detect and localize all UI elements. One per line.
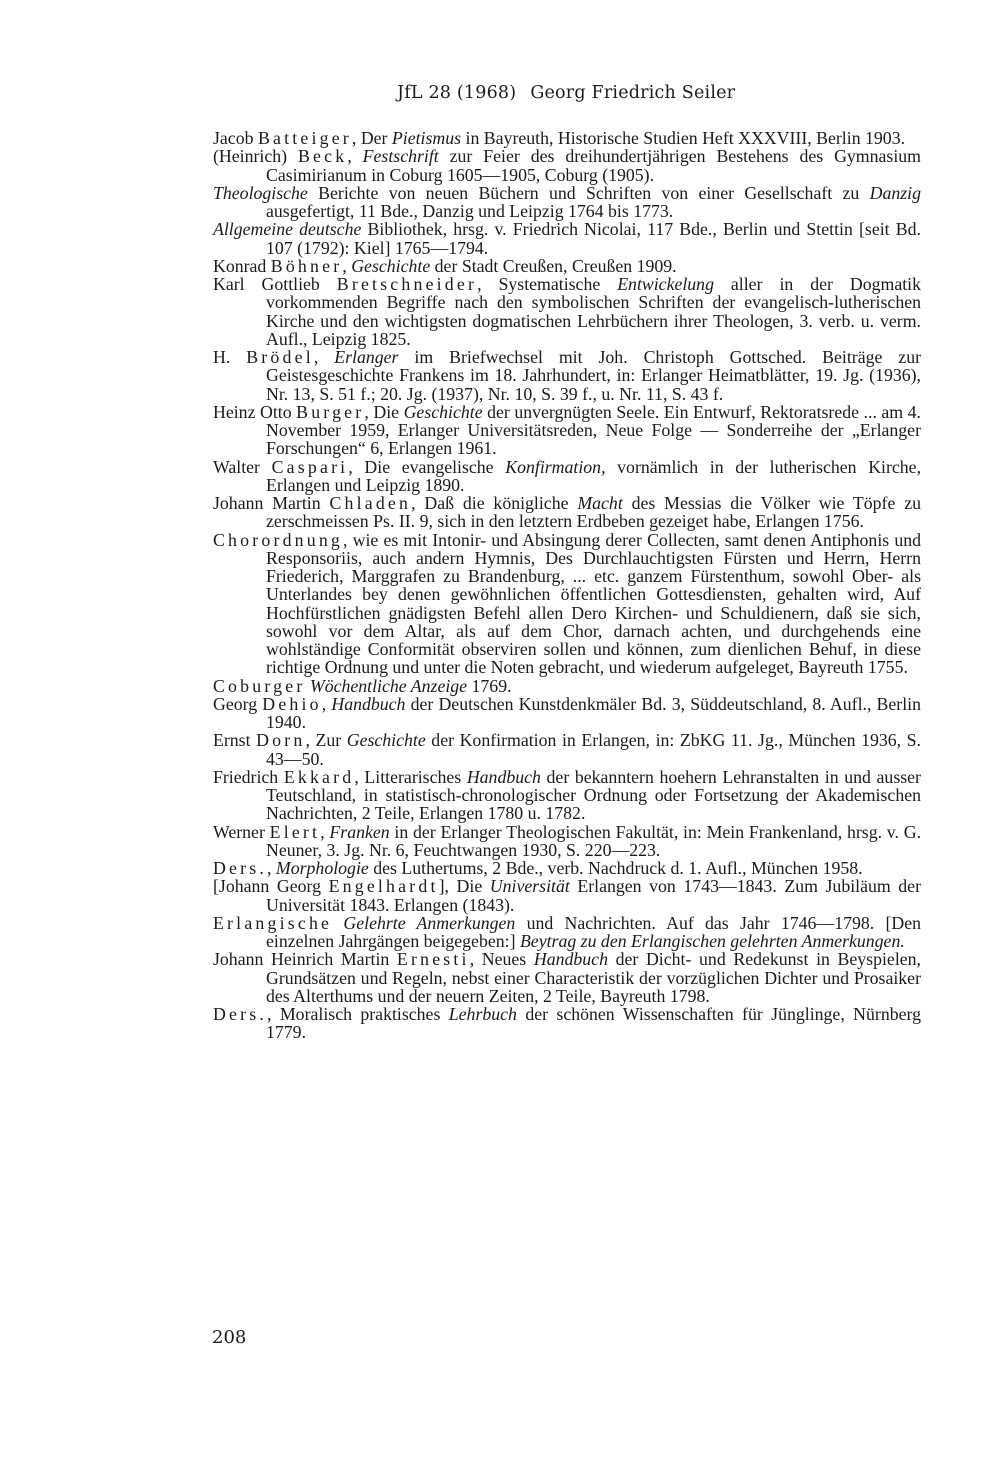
entry-text: Berichte von neuen Büchern und Schriften von einer Gesellschaft zu [307,182,870,203]
entry-text: der schönen Wissenschaften für Jünglinge, Nürnberg 1779. [266,1004,921,1043]
entry-text: , Zur [305,730,347,751]
entry-title-italic: Allgemeine deutsche [213,219,362,240]
bibliography-entry [213,768,921,823]
entry-text: der Dicht- und Redekunst in Beyspielen, Grundsätzen und Regeln, nebst einer Characteristik der vorzüglichen Dichter und Prosaiker des Alterthums und der neuern Zeiten, 2 Teile, Bayreuth 1798. [266,949,921,1006]
entry-text: Georg [213,693,263,714]
entry-author-spaced: Elert [269,821,321,842]
entry-title-italic: Geschichte [351,255,431,276]
entry-text: , Litterarisches [354,766,467,787]
entry-title-italic: Handbuch [533,949,608,970]
entry-author-spaced: Caspari [271,456,349,477]
bibliography-entry [213,348,921,403]
entry-author-spaced: Beck [297,146,348,167]
bibliography-entry [213,403,921,458]
bibliography-entry [213,275,921,348]
entry-author-spaced: Böhner [270,255,343,276]
entry-text: zur Feier des dreihundertjährigen Bestehens des Gymnasium Casimirianum in Coburg 1605—1905, Coburg (1905). [266,146,921,185]
entry-title-italic: Macht [577,493,623,513]
entry-text: , Systematische [477,274,618,294]
bibliography-entry [213,914,921,951]
journal-reference: JfL 28 (1968) [397,83,517,103]
entry-text: , Der [351,128,392,148]
entry-text: , [267,858,276,878]
entry-title-italic: Handbuch [466,766,541,787]
entry-text: , Die evangelische [348,456,506,477]
entry-text: Werner [213,821,270,842]
entry-text: des Messias die Völker wie Töpfe zu zerschmeissen Ps. II. 9, sich in den letztern Erdbeben gezeiget habe, Erlangen 1756. [266,493,921,532]
bibliography-entry [213,950,921,1005]
entry-text: , Daß die königliche [411,493,578,513]
entry-text: aller in der Dogmatik vorkommenden Begriffe nach den symbolischen Schriften der evangelisch-lutherischen Kirche und den wichtigsten dogmatischen Lehrbüchern ihrer Theologen, 3. verb. u. verm. Aufl., Leipzig 1825. [266,274,921,349]
entry-text: , [342,255,352,276]
entry-text: [Johann Georg [213,876,329,897]
bibliography-entry [213,859,921,877]
entry-author-spaced: Chorordnung [213,529,344,550]
entry-title-italic: Morphologie [275,858,369,878]
entry-text: Ernst [213,730,257,751]
bibliography-entry [213,494,921,531]
entry-text: , wie es mit Intonir- und Absingung derer Collecten, samt denen Antiphonis und Responsoriis, auch andern Hymnis, Des Durchlauchtigsten Fürsten und Herrn, Herrn Friederich, Marggrafen zu Brandenburg, ... etc. ganzem Fürstenthum, sowohl Ober- als Unterlandes bey denen gewöhnlichen öffentlichen Gottesdiensten, gehalten wird, Auf Hochfürstlichen gnädigsten Befehl allen Dero Kirchen- und Schuldienern, daß sie sich, sowohl vor dem Altar, als auf dem Chor, darnach achten, und durchgehends eine wohlständige Conformität observiren sollen und können, zum dienlichen Behuf, in diese richtige Ordnung und unter die Noten gebracht, und wiederum aufgeleget, Bayreuth 1755. [266,529,921,678]
entry-title-italic: Franken [329,821,390,842]
bibliography-entry [213,458,921,495]
entry-title-italic: Danzig [869,182,921,203]
entry-text: , [321,693,332,714]
entry-text: Bibliothek, hrsg. v. Friedrich Nicolai, 117 Bde., Berlin und Stettin [seit Bd. 107 (1792): Kiel] 1765—1794. [266,219,921,258]
entry-text [332,913,343,933]
entry-text: Erlangen von 1743—1843. Zum Jubiläum der Universität 1843. Erlangen (1843). [266,876,921,915]
bibliography-entry [213,147,921,184]
entry-text: H. [213,347,247,367]
entry-title-italic: Wöchentliche Anzeige [309,675,468,696]
entry-text: , [320,821,330,842]
entry-author-spaced: Ders. [213,1004,268,1024]
bibliography-entry [213,877,921,914]
entry-author-spaced: Ders. [213,858,268,878]
entry-author-spaced: Bretschneider [336,274,478,294]
entry-text: Heinz Otto [213,401,297,422]
entry-author-spaced: Coburger [213,675,306,696]
entry-text: Walter [213,456,272,477]
entry-text: Konrad [213,255,271,276]
entry-title-italic: Geschichte [403,401,483,422]
entry-title-italic: Pietismus [391,128,462,148]
entry-author-spaced: Brödel [246,347,314,367]
entry-title-italic: Festschrift [362,146,439,167]
entry-text: und Nachrichten. Auf das Jahr 1746—1798. [Den einzelnen Jahrgängen beigegeben:] [266,912,921,951]
entry-text: in der Erlanger Theologischen Fakultät, in: Mein Frankenland, hrsg. v. G. Neuner, 3. Jg. Nr. 6, Feuchtwangen 1930, S. 220—223. [266,821,922,860]
bibliography-entry [213,531,921,677]
entry-text: , [313,347,335,367]
entry-text: Jacob [213,128,258,148]
bibliography-entry [213,823,921,860]
bibliography-entry [213,1005,921,1042]
entry-text: der Stadt Creußen, Creußen 1909. [430,255,677,276]
entry-text: , Neues [469,949,534,970]
entry-text: des Luthertums, 2 Bde., verb. Nachdruck d. 1. Aufl., München 1958. [368,858,863,878]
bibliography-entry [213,220,921,257]
entry-title-italic: Lehrbuch [448,1004,517,1024]
entry-text: 1769. [467,675,512,696]
bibliography-entry [213,695,921,732]
entry-text: Friedrich [213,766,284,787]
entry-text: im Briefwechsel mit Joh. Christoph Gottsched. Beiträge zur Geistesgeschichte Frankens im 18. Jahrhundert, in: Erlanger Heimatblätter, 19. Jg. (1936), Nr. 13, S. 51 f.; 20. Jg. (1937), Nr. 10, S. 39 f., u. Nr. 11, S. 43 f. [266,347,922,404]
entry-title-italic: Entwickelung [617,274,714,294]
bibliography-entry [213,184,921,221]
entry-text: Karl Gottlieb [213,274,337,294]
entry-author-spaced: Batteiger [257,128,352,148]
entry-text: der Konfirmation in Erlangen, in: ZbKG 11. Jg., München 1936, S. 43—50. [266,730,921,769]
entry-text: der bekanntern hoehern Lehranstalten in und ausser Teutschland, in statistisch-chronologischer Ordnung oder Fortsetzung der Akademischen Nachrichten, 2 Teile, Erlangen 1780 u. 1782. [266,766,921,824]
bibliography-entry [213,257,921,275]
entry-title-italic: Konfirmation, [505,456,606,477]
article-author: Georg Friedrich Seiler [530,83,736,103]
entry-title-italic: Theologische [213,182,308,203]
entry-title-italic: Erlanger [334,347,399,367]
entry-text: ausgefertigt, 11 Bde., Danzig und Leipzig 1764 bis 1773. [266,201,674,221]
bibliography-entry [213,677,921,695]
entry-title-italic: Beytrag zu den Erlangischen gelehrten Anmerkungen. [519,931,905,951]
entry-author-spaced: Ekkard [283,766,355,787]
entry-text: , [347,146,363,167]
entry-text: (Heinrich) [213,146,298,167]
entry-author-spaced: Ernesti [396,949,470,970]
entry-title-italic: Geschichte [346,730,426,751]
running-head [0,81,1000,105]
entry-text: ], Die [438,876,490,897]
entry-title-italic: Gelehrte Anmerkungen [343,912,516,933]
page-number: 208 [212,1327,247,1348]
entry-text: , Moralisch praktisches [267,1004,449,1024]
entry-text: vornämlich in der lutherischen Kirche, Erlangen und Leipzig 1890. [266,456,922,495]
entry-author-spaced: Dorn [256,730,306,751]
bibliography-list [213,129,921,1042]
entry-text: der Deutschen Kunstdenkmäler Bd. 3, Süddeutschland, 8. Aufl., Berlin 1940. [266,693,921,732]
entry-text: in Bayreuth, Historische Studien Heft XXXVIII, Berlin 1903. [461,128,906,148]
entry-text: Johann Martin [213,493,330,513]
bibliography-entry [213,129,921,147]
entry-author-spaced: Engelhardt [328,876,439,897]
entry-title-italic: Universität [489,876,570,897]
entry-author-spaced: Dehio [262,693,322,714]
entry-title-italic: Handbuch [331,693,406,714]
entry-author-spaced: Chladen [329,493,412,513]
entry-text: , Die [364,401,404,422]
bibliography-entry [213,731,921,768]
entry-text: Johann Heinrich Martin [213,949,397,970]
entry-author-spaced: Erlangische [213,912,333,933]
entry-text: der unvergnügten Seele. Ein Entwurf, Rektoratsrede ... am 4. November 1959, Erlanger Universitätsreden, Neue Folge — Sonderreihe der „Erlanger Forschungen“ 6, Erlangen 1961. [266,401,922,459]
entry-author-spaced: Burger [296,401,365,422]
